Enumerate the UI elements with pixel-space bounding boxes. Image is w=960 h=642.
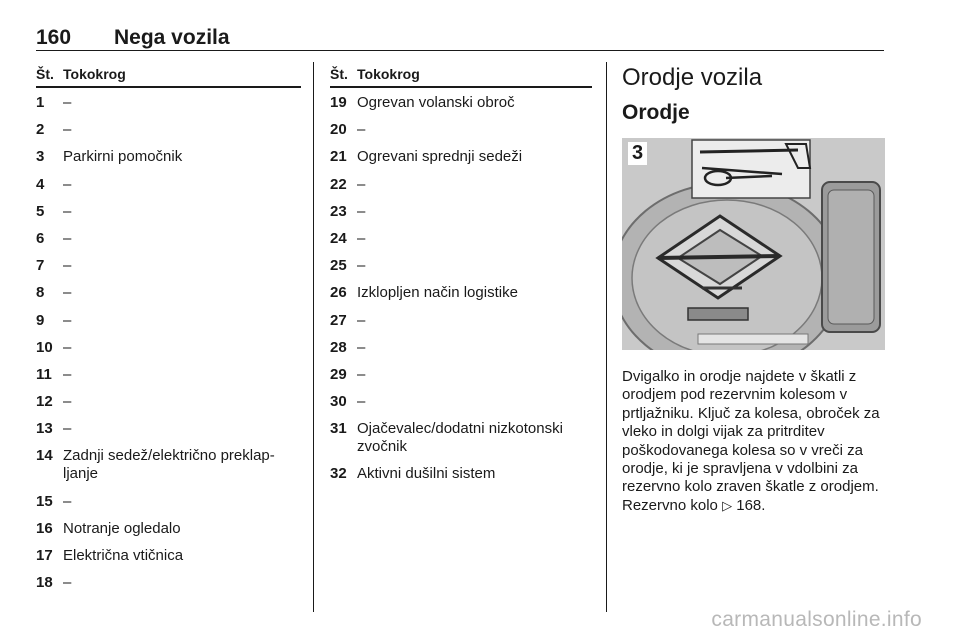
fuse-number: 8 — [36, 284, 45, 302]
fuse-circuit: – — [63, 365, 72, 383]
jack-and-tools-drawing — [622, 138, 885, 350]
table-row — [36, 115, 301, 142]
table-row — [330, 459, 592, 486]
fuse-circuit: Zadnji sedež/električno preklap-ljanje — [63, 447, 275, 483]
table-row — [330, 142, 592, 169]
fuse-circuit: – — [357, 311, 366, 329]
fuse-table-right — [330, 66, 592, 487]
fuse-number: 7 — [36, 257, 45, 275]
fuse-circuit: – — [63, 121, 72, 139]
table-row — [330, 251, 592, 278]
table-row — [330, 170, 592, 197]
fuse-circuit: Ogrevan volanski obroč — [357, 94, 515, 111]
fuse-number: 28 — [330, 338, 347, 356]
table-row — [36, 170, 301, 197]
column-header-circuit: Tokokrog — [357, 66, 420, 82]
fuse-circuit: – — [357, 338, 366, 356]
fuse-number: 12 — [36, 393, 53, 411]
table-row — [330, 197, 592, 224]
fuse-number: 32 — [330, 465, 347, 483]
fuse-number: 30 — [330, 393, 347, 411]
subsection-heading: Orodje — [622, 101, 690, 124]
table-row — [330, 360, 592, 387]
fuse-circuit: Parkirni pomočnik — [63, 148, 183, 166]
fuse-circuit: – — [63, 393, 72, 411]
column-header-circuit: Tokokrog — [63, 66, 126, 82]
figure-label: 3 — [628, 142, 647, 165]
fuse-circuit: – — [63, 94, 72, 111]
fuse-circuit: – — [357, 257, 366, 275]
table-row — [36, 251, 301, 278]
fuse-circuit: – — [357, 202, 366, 220]
header-rule — [36, 50, 884, 51]
fuse-circuit: – — [63, 420, 72, 438]
fuse-number: 3 — [36, 148, 45, 166]
table-row — [330, 387, 592, 414]
fuse-number: 29 — [330, 365, 347, 383]
fuse-number: 22 — [330, 175, 347, 193]
fuse-table-left — [36, 66, 301, 595]
table-row — [36, 568, 301, 595]
fuse-number: 2 — [36, 121, 45, 139]
table-row — [330, 333, 592, 360]
column-header-number: Št. — [330, 66, 348, 82]
fuse-circuit: – — [357, 175, 366, 193]
table-row — [36, 541, 301, 568]
fuse-number: 23 — [330, 202, 347, 220]
fuse-circuit: Ojačevalec/dodatni nizkotonski zvočnik — [357, 420, 563, 456]
column-divider — [606, 62, 607, 612]
table-row — [36, 333, 301, 360]
table-row — [36, 360, 301, 387]
fuse-number: 11 — [36, 365, 52, 383]
table-row — [36, 224, 301, 251]
spare-wheel-page-ref[interactable]: 168. — [736, 496, 766, 514]
table-row — [330, 224, 592, 251]
table-row — [36, 142, 301, 169]
table-header — [330, 66, 592, 88]
fuse-number: 16 — [36, 519, 53, 537]
table-row — [36, 487, 301, 514]
fuse-number: 25 — [330, 257, 347, 275]
table-row — [330, 278, 592, 305]
fuse-circuit: Izklopljen način logistike — [357, 284, 518, 302]
fuse-circuit: – — [63, 284, 72, 302]
tool-kit-illustration — [622, 138, 885, 350]
fuse-circuit: – — [357, 121, 366, 139]
section-heading: Orodje vozila — [622, 64, 763, 91]
tools-description-text: Dvigalko in orodje najdete v škatli z orodjem pod rezervnim kolesom v prtljažniku. Ključ za kolesa, obroček za vleko in dolgi vijak za pritrditev poškodovanega kolesa so v vreči za orodje, ki je spravljena v vdolbini za rezervno kolo zraven škatle z orodjem. Rezervno kolo — [622, 368, 880, 514]
fuse-number: 15 — [36, 492, 53, 510]
fuse-circuit: – — [63, 311, 72, 329]
fuse-number: 1 — [36, 94, 45, 111]
fuse-circuit: Ogrevani sprednji sedeži — [357, 148, 523, 166]
fuse-number: 17 — [36, 547, 53, 564]
table-row — [36, 306, 301, 333]
section-title: Nega vozila — [114, 26, 230, 49]
fuse-circuit: – — [63, 338, 72, 356]
fuse-circuit: – — [357, 393, 366, 411]
table-row — [36, 514, 301, 541]
fuse-number: 27 — [330, 311, 347, 329]
fuse-number: 18 — [36, 574, 53, 592]
table-row — [36, 387, 301, 414]
fuse-number: 6 — [36, 229, 45, 247]
table-row — [330, 115, 592, 142]
fuse-circuit: – — [357, 365, 366, 383]
fuse-circuit: – — [63, 175, 72, 193]
table-row — [36, 278, 301, 305]
tools-section — [622, 62, 887, 515]
table-row — [330, 88, 592, 115]
fuse-number: 19 — [330, 94, 347, 111]
table-row — [330, 306, 592, 333]
table-row — [330, 414, 592, 459]
fuse-number: 20 — [330, 121, 347, 139]
page-number: 160 — [36, 26, 72, 49]
page-header — [36, 26, 884, 52]
table-row — [36, 441, 301, 486]
fuse-number: 13 — [36, 420, 53, 438]
watermark: carmanualsonline.info — [711, 608, 922, 631]
fuse-number: 24 — [330, 229, 347, 247]
column-header-number: Št. — [36, 66, 54, 82]
table-header — [36, 66, 301, 88]
page-ref-triangle-icon: ▷ — [722, 497, 733, 513]
table-row — [36, 197, 301, 224]
fuse-circuit: Aktivni dušilni sistem — [357, 465, 496, 483]
fuse-circuit: – — [63, 492, 72, 510]
fuse-number: 5 — [36, 202, 45, 220]
table-row — [36, 414, 301, 441]
fuse-circuit: – — [63, 257, 72, 275]
fuse-circuit: – — [63, 229, 72, 247]
column-divider — [313, 62, 314, 612]
fuse-number: 26 — [330, 284, 347, 302]
fuse-circuit: Električna vtičnica — [63, 547, 184, 564]
fuse-number: 14 — [36, 447, 53, 465]
tools-description — [622, 368, 887, 515]
fuse-circuit: – — [357, 229, 366, 247]
fuse-circuit: – — [63, 574, 72, 592]
fuse-number: 4 — [36, 175, 45, 193]
table-row — [36, 88, 301, 115]
fuse-circuit: – — [63, 202, 72, 220]
fuse-number: 21 — [330, 148, 347, 166]
fuse-number: 9 — [36, 311, 45, 329]
fuse-number: 31 — [330, 420, 347, 438]
fuse-circuit: Notranje ogledalo — [63, 519, 181, 537]
fuse-number: 10 — [36, 338, 53, 356]
